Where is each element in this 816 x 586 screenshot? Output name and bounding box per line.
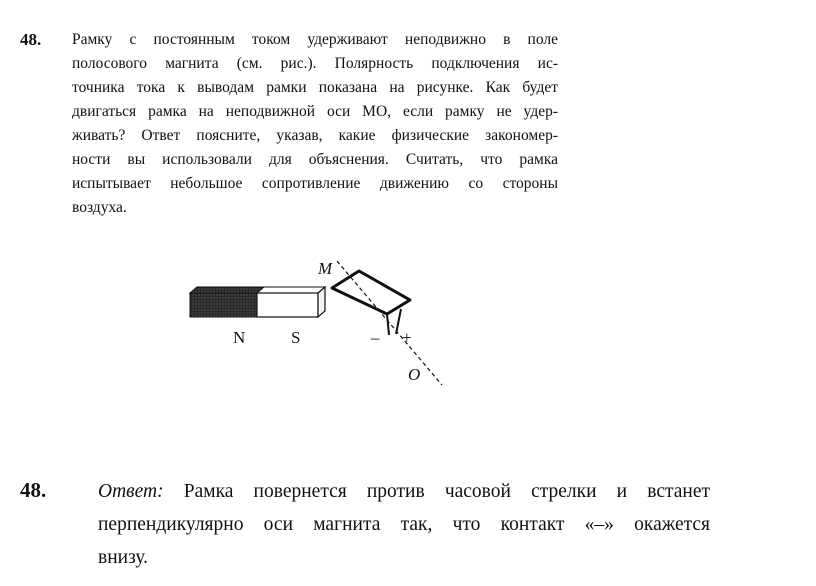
terminal-plus-label: + — [402, 328, 412, 347]
axis-line-mo — [337, 261, 442, 385]
magnet-north-half — [190, 293, 257, 317]
answer-line — [98, 475, 710, 508]
problem-line: точника тока к выводам рамки показана на рисунке. Как будет — [72, 79, 558, 96]
magnet-top-face-light — [257, 287, 325, 293]
axis-label-o: O — [408, 365, 421, 384]
magnet-top-face — [190, 287, 264, 293]
magnet-side-face — [318, 287, 325, 317]
magnet-south-label: S — [291, 328, 301, 347]
magnet-south-half — [257, 293, 318, 317]
problem-line: Рамку с постоянным током удерживают неподвижно в поле — [72, 31, 558, 48]
axis-label-m: M — [318, 259, 333, 278]
problem-line: ности вы использовали для объяснения. Считать, что рамка — [72, 151, 558, 168]
answer-number: 48. — [20, 478, 47, 502]
answer-line: внизу. — [98, 547, 149, 568]
frame-lead-minus — [387, 314, 389, 335]
frame-lead-plus — [396, 309, 401, 334]
problem-text — [72, 28, 558, 220]
problem-line: воздуха. — [72, 199, 127, 216]
answer-label: Ответ: — [98, 481, 164, 502]
terminal-minus-label: – — [371, 328, 380, 347]
answer-line: перпендикулярно оси магнита так, что контакт «–» окажется — [98, 514, 710, 535]
magnet-frame-figure — [180, 245, 480, 395]
problem-line: испытывает небольшое сопротивление движению со стороны — [72, 175, 558, 192]
current-frame — [332, 271, 410, 314]
problem-line: двигаться рамка на неподвижной оси MO, если рамку не удер- — [72, 103, 558, 120]
problem-line: живать? Ответ поясните, указав, какие физические закономер- — [72, 127, 558, 144]
problem-number: 48. — [20, 30, 42, 49]
magnet-north-label: N — [233, 328, 246, 347]
answer-text — [98, 475, 710, 574]
answer-line-rest: Рамка повернется против часовой стрелки и встанет — [183, 481, 710, 502]
bar-magnet — [190, 287, 325, 317]
problem-line: полосового магнита (см. рис.). Полярность подключения ис- — [72, 55, 558, 72]
